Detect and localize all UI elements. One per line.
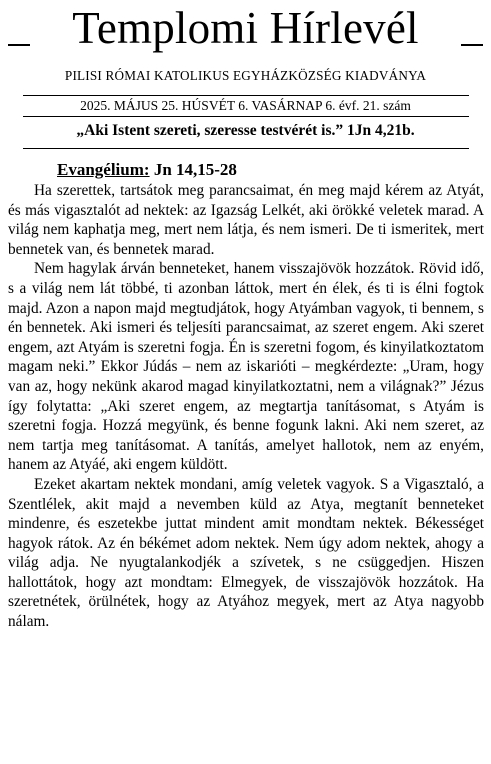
masthead (0, 0, 491, 70)
gospel-heading (57, 160, 237, 180)
gospel-paragraph: Ezeket akartam nektek mondani, amíg veletek vagyok. S a Vigasztaló, a Szentlélek, akit majd a nevemben küld az Atya, megtanít benneteket mindenre, és eszetekbe juttat mindent amit mondtam nektek. Békességet hagyok rátok. Az én békémet adom nektek. Nem úgy adom nektek, ahogy a világ adja. Ne nyugtalankodjék a szívetek, s ne csüggedjen. Hiszen hallottátok, hogy azt mondtam: Elmegyek, de visszajövök hozzátok. Ha szeretnétek, örülnétek, hogy az Atyához megyek, mert az Atya nagyobb nálam. (8, 475, 484, 631)
publisher-line: PILISI RÓMAI KATOLIKUS EGYHÁZKÖZSÉG KIADVÁNYA (64, 68, 427, 83)
motto: „Aki Istent szereti, szeresse testvérét is.” 1Jn 4,21b. (76, 122, 415, 139)
title-rule-left (8, 44, 30, 46)
gospel-paragraph: Ha szerettek, tartsátok meg parancsaimat, én meg majd kérem az Atyát, és más vigasztalót ad nektek: az Igazság Lelkét, aki örökké veletek marad. A világ nem kaphatja meg, mert nem látja, és nem ismeri. De ti ismeritek, mert bennetek van, és bennetek marad. (8, 182, 484, 258)
gospel-label: Evangélium: (57, 160, 150, 179)
motto-rule (23, 148, 469, 149)
clipped-address-line (36, 84, 456, 89)
gospel-paragraph: Nem hagylak árván benneteket, hanem visszajövök hozzátok. Rövid idő, s a világ nem lát többé, ti azonban láttok, mert én élek, és ti is élni fogtok majd. Azon a napon majd megtudjátok, hogy Atyámban vagyok, ti bennem, s én bennetek. Aki ismeri és teljesíti parancsaimat, az szeret engem. Aki szeret engem, azt Atyám is szeretni fogja. Én is szeretni fogom, és kinyilatkoztatom magam neki.” Ekkor Júdás – nem az iskarióti – megkérdezte: „Uram, hogy van az, hogy nekünk akarod magad kinyilatkoztatni, nem a világnak?” Jézus így folytatta: „Aki szeret engem, az megtartja tanításomat, s Atyám is szeretni fogja. Hozzá megyünk, és benne fogunk lakni. Aki nem szeret, az nem tartja meg tanításomat. A tanítás, amelyet hallotok, nem az enyém, hanem az Atyáé, aki engem küldött. (8, 260, 484, 474)
title-rule-right (461, 44, 483, 46)
issue-date-line: 2025. MÁJUS 25. HÚSVÉT 6. VASÁRNAP 6. évf. 21. szám (80, 98, 411, 113)
gospel-reference: Jn 14,15-28 (153, 160, 237, 179)
gospel-text (8, 181, 484, 632)
newsletter-title: Templomi Hírlevél (72, 3, 419, 53)
